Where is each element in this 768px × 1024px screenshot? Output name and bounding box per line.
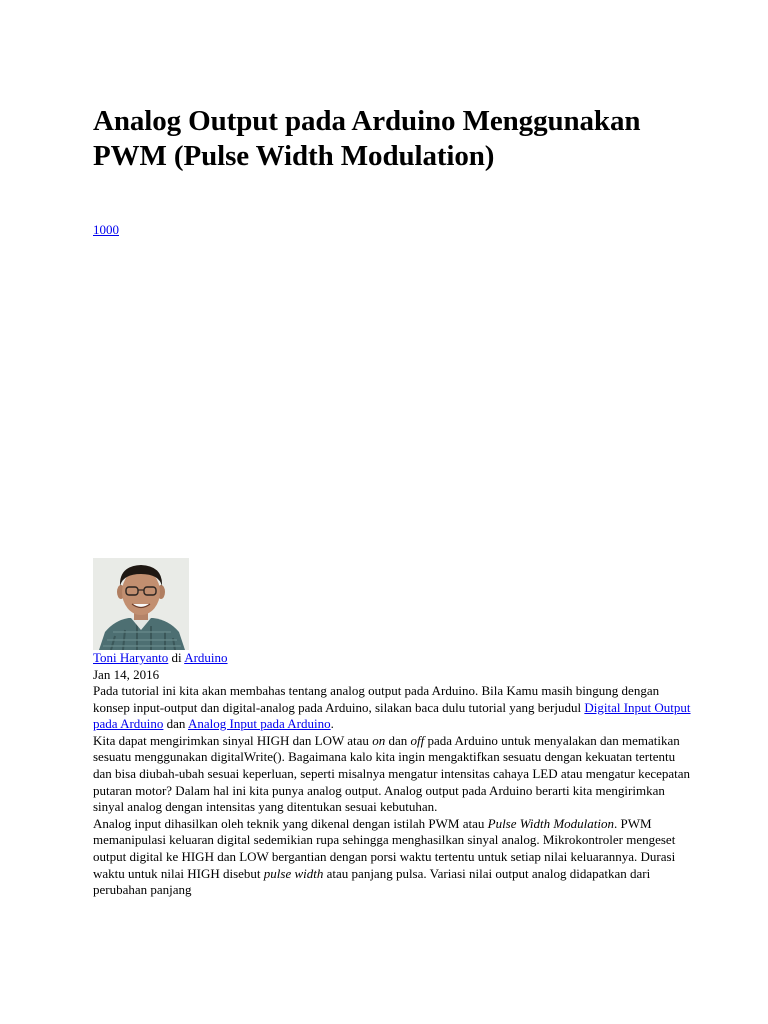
p3-pulse-width: pulse width (263, 865, 324, 881)
p2-off: off (410, 732, 425, 748)
paragraph-intro (93, 683, 693, 733)
publish-date: Jan 14, 2016 (93, 666, 160, 682)
p3-pwm-term: Pulse Width Modulation (487, 815, 615, 831)
p2-text-b: dan (388, 732, 408, 748)
author-photo-icon (93, 558, 189, 650)
digital-io-link[interactable]: Digital Input Output pada Arduino (93, 699, 691, 732)
p2-text-a: Kita dapat mengirimkan sinyal HIGH dan LOW atau (93, 732, 369, 748)
intro-text: Pada tutorial ini kita akan membahas tentang analog output pada Arduino. Bila Kamu masih bingung dengan konsep input-output dan digital-analog pada Arduino, silakan baca dulu tutorial yang berjudul (93, 683, 660, 715)
paragraph-pwm (93, 816, 693, 899)
article-body (93, 683, 693, 899)
page-title: Analog Output pada Arduino Menggunakan PWM (Pulse Width Modulation) (93, 105, 641, 172)
p2-on: on (372, 732, 386, 748)
author-avatar (93, 558, 189, 650)
category-link[interactable]: Arduino (184, 650, 228, 665)
article-meta (93, 650, 228, 683)
paragraph-analog-output (93, 733, 693, 816)
author-link[interactable]: Toni Haryanto (93, 650, 169, 665)
p3-text-a: Analog input dihasilkan oleh teknik yang dikenal dengan istilah PWM atau (93, 815, 485, 831)
p2-text-c: pada Arduino untuk menyalakan dan mematikan sesuatu menggunakan digitalWrite(). Bagaimana kalo kita ingin mengaktifkan sesuatu dengan kekuatan tertentu dan bisa diubah-ubah sesuai keperluan, seperti misalnya mengatur intensitas cahaya LED atau mengatur kecepatan putaran motor? Dalam hal ini kita punya analog output. Analog output pada Arduino berarti kita mengirimkan sinyal analog dengan intensitas yang ditentukan sesuai kebutuhan. (93, 732, 691, 815)
view-count-link[interactable]: 1000 (93, 222, 119, 237)
p3-text-b: . PWM memanipulasi keluaran digital sedemikian rupa sehingga menghasilkan sinyal analog. Mikrokontroler mengeset output digital ke HIGH dan LOW bergantian dengan porsi waktu tertentu untuk setiap nilai keluarannya. Durasi waktu untuk nilai HIGH disebut (93, 815, 676, 881)
p3-text-c: atau panjang pulsa. Variasi nilai output analog didapatkan dari perubahan panjang (93, 865, 651, 898)
analog-input-link[interactable]: Analog Input pada Arduino (187, 716, 331, 732)
byline-in: di (171, 650, 182, 665)
intro-end: . (330, 716, 334, 732)
byline (93, 650, 228, 667)
intro-and: dan (166, 716, 186, 732)
